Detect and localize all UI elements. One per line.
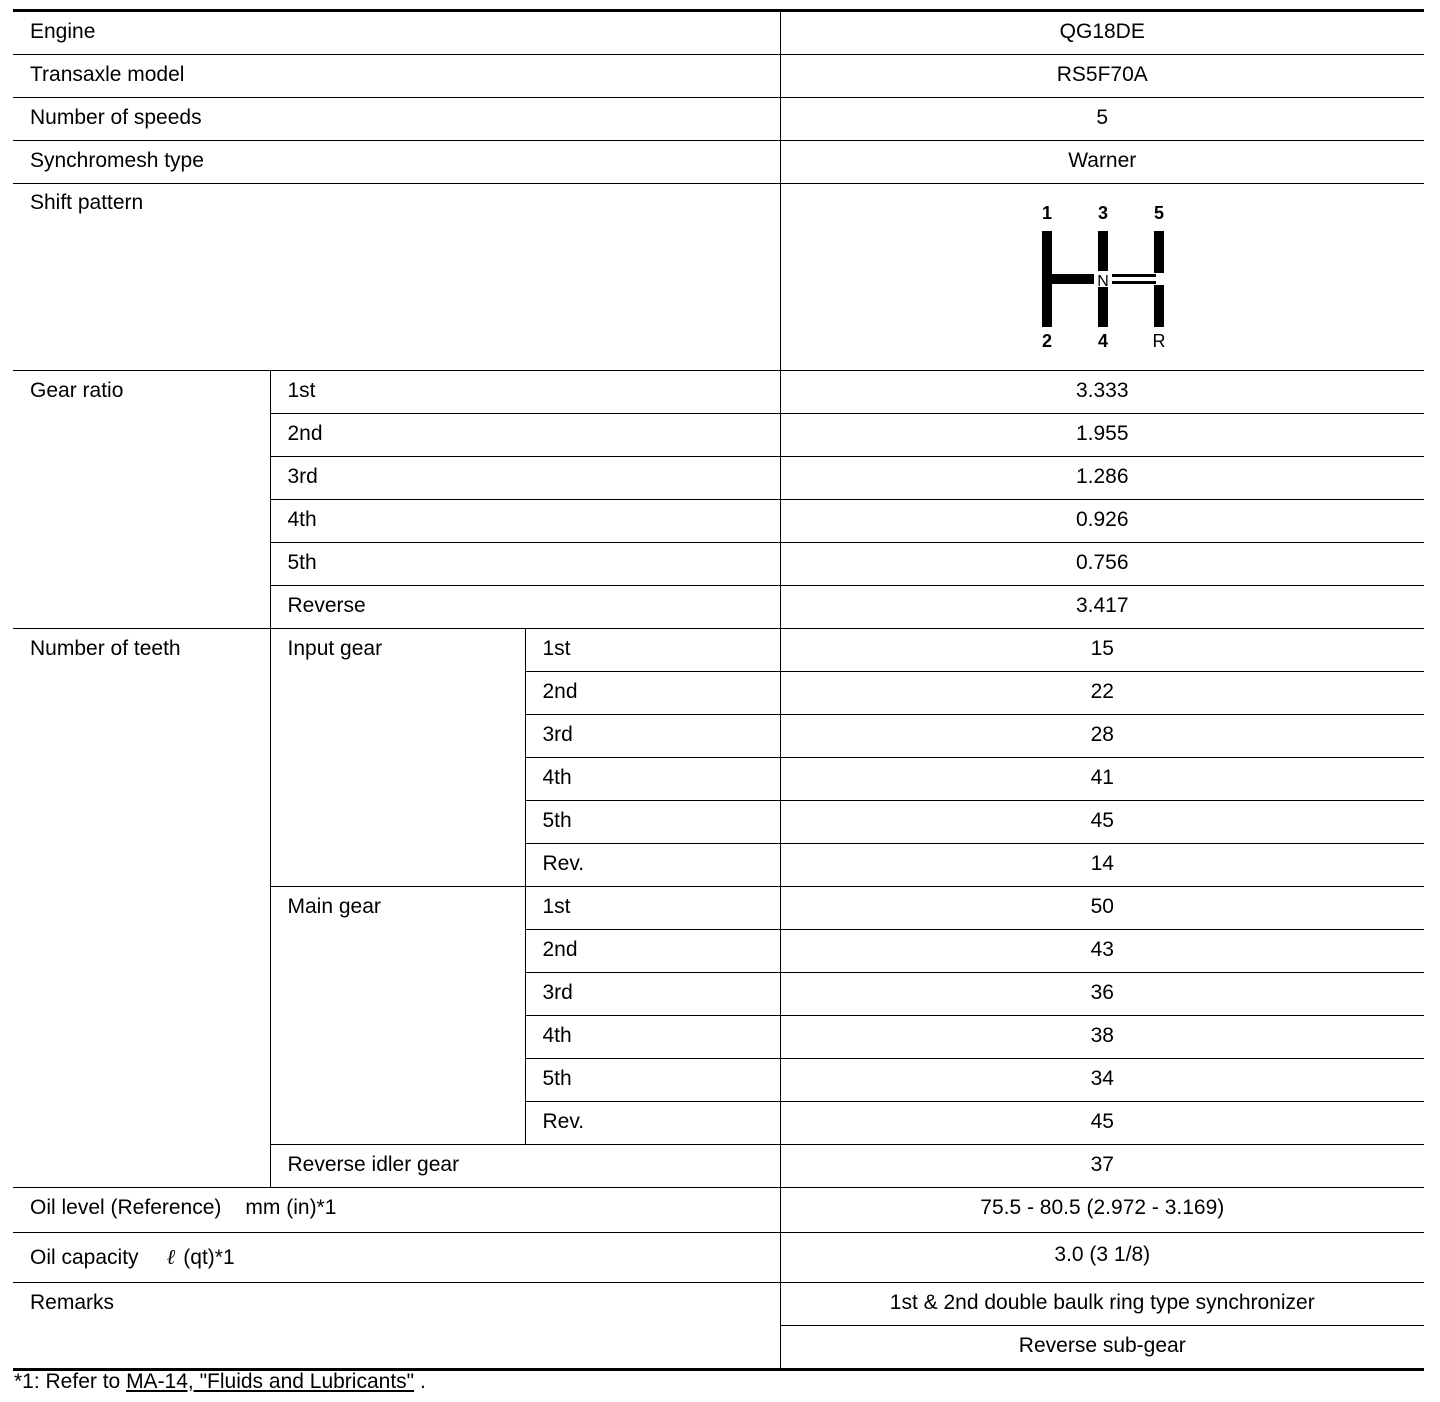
table-row bbox=[13, 1188, 1424, 1233]
input-gear-gear: 2nd bbox=[525, 672, 780, 715]
gate-5-r-bottom bbox=[1154, 285, 1164, 327]
cross-gate-right-top bbox=[1112, 274, 1156, 277]
table-row bbox=[13, 1233, 1424, 1283]
gear-ratio-value: 0.756 bbox=[780, 543, 1424, 586]
shift-pattern-label: Shift pattern bbox=[13, 184, 780, 371]
oil-capacity-value: 3.0 (3 1/8) bbox=[780, 1233, 1424, 1283]
transaxle-value: RS5F70A bbox=[780, 55, 1424, 98]
input-gear-gear: 5th bbox=[525, 801, 780, 844]
gear-label-r: R bbox=[1152, 331, 1166, 351]
input-gear-gear: 3rd bbox=[525, 715, 780, 758]
shift-pattern-diagram bbox=[1022, 197, 1182, 357]
neutral-label: N bbox=[1097, 273, 1110, 290]
gear-ratio-value: 1.286 bbox=[780, 457, 1424, 500]
speeds-value: 5 bbox=[780, 98, 1424, 141]
main-gear-value: 43 bbox=[780, 930, 1424, 973]
teeth-label: Number of teeth bbox=[13, 629, 270, 1188]
cross-gate-left bbox=[1050, 274, 1094, 284]
fluids-lubricants-link[interactable]: MA-14, "Fluids and Lubricants" bbox=[126, 1370, 415, 1393]
input-gear-value: 41 bbox=[780, 758, 1424, 801]
synchromesh-value: Warner bbox=[780, 141, 1424, 184]
oil-level-value: 75.5 - 80.5 (2.972 - 3.169) bbox=[780, 1188, 1424, 1233]
main-gear-gear: 4th bbox=[525, 1016, 780, 1059]
gear-ratio-value: 0.926 bbox=[780, 500, 1424, 543]
gear-ratio-label: Gear ratio bbox=[13, 371, 270, 629]
table-row bbox=[13, 98, 1424, 141]
speeds-label: Number of speeds bbox=[13, 98, 780, 141]
oil-level-label: Oil level (Reference) bbox=[30, 1196, 222, 1219]
liter-symbol: ℓ bbox=[166, 1245, 176, 1269]
gear-ratio-value: 3.417 bbox=[780, 586, 1424, 629]
gear-ratio-value: 3.333 bbox=[780, 371, 1424, 414]
gear-ratio-gear: 1st bbox=[270, 371, 780, 414]
gear-ratio-value: 1.955 bbox=[780, 414, 1424, 457]
input-gear-value: 28 bbox=[780, 715, 1424, 758]
gear-label-1: 1 bbox=[1042, 203, 1053, 223]
reverse-idler-value: 37 bbox=[780, 1145, 1424, 1188]
transaxle-label: Transaxle model bbox=[13, 55, 780, 98]
remarks-value: Reverse sub-gear bbox=[780, 1326, 1424, 1370]
input-gear-value: 45 bbox=[780, 801, 1424, 844]
input-gear-gear: 4th bbox=[525, 758, 780, 801]
table-row bbox=[13, 371, 1424, 414]
main-gear-gear: 2nd bbox=[525, 930, 780, 973]
gear-label-2: 2 bbox=[1042, 331, 1053, 351]
reverse-idler-label: Reverse idler gear bbox=[270, 1145, 780, 1188]
footnote bbox=[14, 1370, 426, 1394]
cross-gate-right-bottom bbox=[1112, 281, 1156, 284]
input-gear-value: 15 bbox=[780, 629, 1424, 672]
footnote-prefix: *1: Refer to bbox=[14, 1370, 127, 1393]
oil-level-label-cell bbox=[13, 1188, 780, 1233]
gear-label-5: 5 bbox=[1154, 203, 1165, 223]
main-gear-gear: Rev. bbox=[525, 1102, 780, 1145]
engine-label: Engine bbox=[13, 11, 780, 55]
main-gear-value: 36 bbox=[780, 973, 1424, 1016]
table-row bbox=[13, 1283, 1424, 1326]
input-gear-gear: Rev. bbox=[525, 844, 780, 887]
main-gear-value: 50 bbox=[780, 887, 1424, 930]
table-row bbox=[13, 55, 1424, 98]
gear-ratio-gear: Reverse bbox=[270, 586, 780, 629]
footnote-suffix: . bbox=[414, 1370, 426, 1393]
oil-capacity-label: Oil capacity bbox=[30, 1246, 139, 1269]
gear-ratio-gear: 5th bbox=[270, 543, 780, 586]
remarks-label: Remarks bbox=[13, 1283, 780, 1370]
remarks-value: 1st & 2nd double baulk ring type synchronizer bbox=[780, 1283, 1424, 1326]
main-gear-gear: 5th bbox=[525, 1059, 780, 1102]
gear-label-4: 4 bbox=[1098, 331, 1109, 351]
main-gear-value: 45 bbox=[780, 1102, 1424, 1145]
input-gear-value: 22 bbox=[780, 672, 1424, 715]
table-row bbox=[13, 184, 1424, 371]
specifications-table bbox=[13, 9, 1424, 1371]
gear-ratio-gear: 2nd bbox=[270, 414, 780, 457]
table-row bbox=[13, 629, 1424, 672]
oil-capacity-label-cell bbox=[13, 1233, 780, 1283]
main-gear-label: Main gear bbox=[270, 887, 525, 1145]
gear-label-3: 3 bbox=[1098, 203, 1109, 223]
gate-5-r-top bbox=[1154, 231, 1164, 273]
table-row bbox=[13, 141, 1424, 184]
input-gear-value: 14 bbox=[780, 844, 1424, 887]
oil-capacity-unit: (qt)*1 bbox=[183, 1246, 235, 1269]
main-gear-value: 34 bbox=[780, 1059, 1424, 1102]
gear-ratio-gear: 3rd bbox=[270, 457, 780, 500]
main-gear-gear: 3rd bbox=[525, 973, 780, 1016]
oil-level-unit: mm (in)*1 bbox=[245, 1196, 337, 1219]
synchromesh-label: Synchromesh type bbox=[13, 141, 780, 184]
table-row bbox=[13, 11, 1424, 55]
shift-pattern-cell bbox=[780, 184, 1424, 371]
input-gear-label: Input gear bbox=[270, 629, 525, 887]
engine-value: QG18DE bbox=[780, 11, 1424, 55]
main-gear-value: 38 bbox=[780, 1016, 1424, 1059]
input-gear-gear: 1st bbox=[525, 629, 780, 672]
main-gear-gear: 1st bbox=[525, 887, 780, 930]
gear-ratio-gear: 4th bbox=[270, 500, 780, 543]
